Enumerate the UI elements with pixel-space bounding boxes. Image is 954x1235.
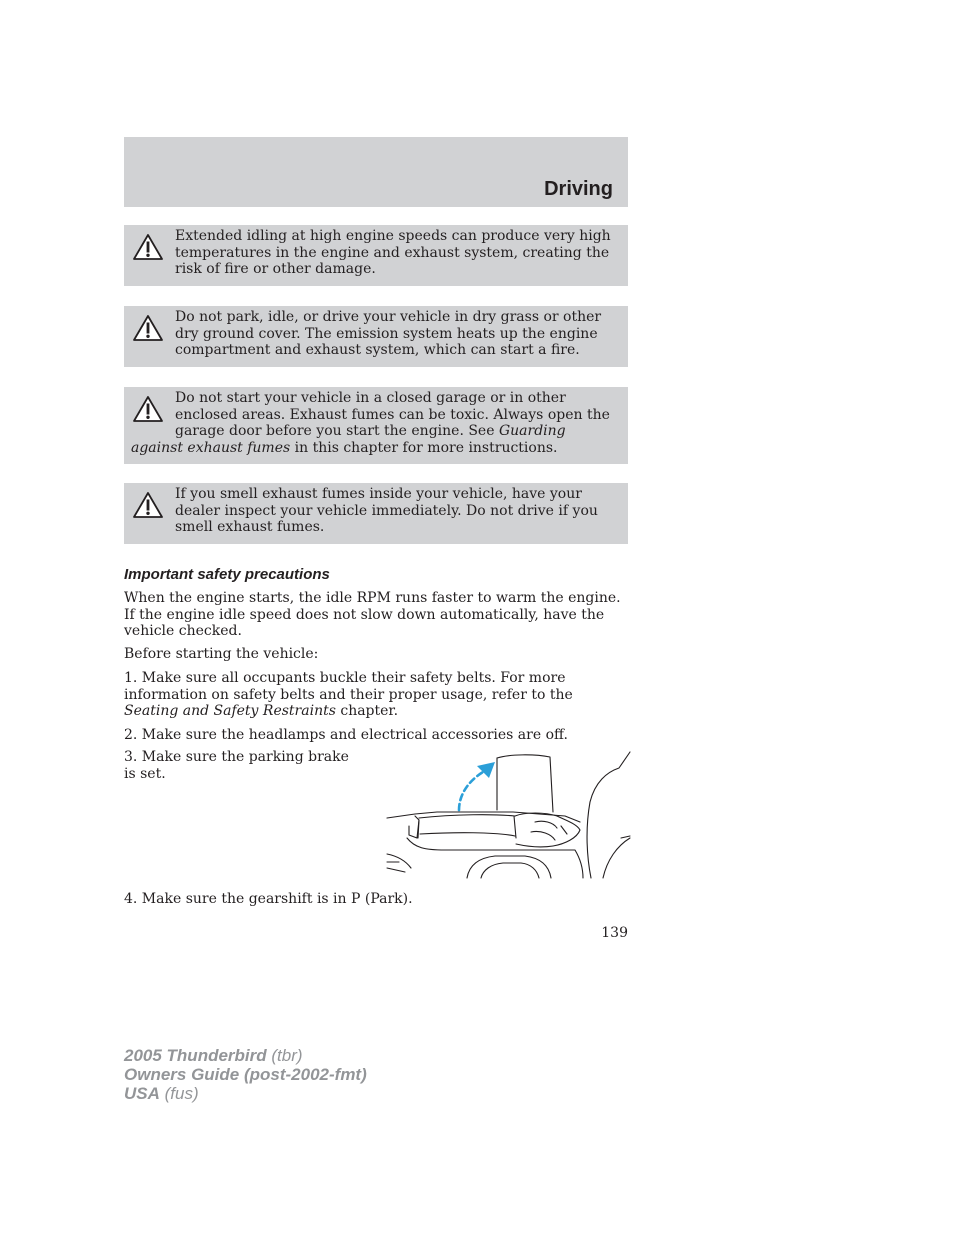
section-heading: Important safety precautions	[124, 566, 330, 583]
step-2: 2. Make sure the headlamps and electrical accessories are off.	[124, 727, 568, 743]
warning-box-idling	[124, 225, 628, 286]
warning-triangle-icon	[132, 491, 164, 519]
warning-text-end: in this chapter for more instructions.	[290, 439, 558, 456]
step-3: 3. Make sure the parking brake is set.	[124, 749, 349, 782]
pull-up-arrow-icon	[453, 758, 503, 814]
page-number: 139	[601, 925, 628, 941]
step-1-text-end: chapter.	[335, 703, 399, 719]
footer-line-3	[124, 1084, 367, 1103]
warning-box-exhaust-smell	[124, 483, 628, 544]
footer-model: 2005 Thunderbird	[124, 1046, 267, 1065]
before-starting-label: Before starting the vehicle:	[124, 646, 319, 662]
step-1-text: 1. Make sure all occupants buckle their safety belts. For more information on safety belts and their proper usage, refer to the	[124, 670, 573, 703]
footer-model-code: (tbr)	[266, 1046, 303, 1065]
document-footer	[124, 1046, 367, 1103]
footer-guide: Owners Guide (post-2002-fmt)	[124, 1065, 367, 1084]
section-header-band	[124, 137, 628, 207]
warning-triangle-icon	[132, 314, 164, 342]
warning-box-dry-grass	[124, 306, 628, 367]
warning-cross-reference: Guarding against exhaust fumes	[131, 423, 566, 456]
warning-triangle-icon	[132, 395, 164, 423]
warning-text: Do not start your vehicle in a closed garage or in other enclosed areas. Exhaust fumes can be toxic. Always open the garage door before you start the engine. See	[175, 390, 610, 439]
warning-triangle-icon	[132, 233, 164, 261]
step-4: 4. Make sure the gearshift is in P (Park).	[124, 891, 413, 907]
warning-text: Do not park, idle, or drive your vehicle in dry grass or other dry ground cover. The emission system heats up the engine compartment and exhaust system, which can start a fire.	[175, 309, 602, 358]
warning-text: If you smell exhaust fumes inside your vehicle, have your dealer inspect your vehicle immediately. Do not drive if you smell exhaust fumes.	[175, 486, 598, 535]
intro-paragraph: When the engine starts, the idle RPM runs faster to warm the engine. If the engine idle speed does not slow down automatically, have the vehicle checked.	[124, 590, 621, 639]
parking-brake-illustration	[385, 750, 631, 880]
warning-text: Extended idling at high engine speeds can produce very high temperatures in the engine and exhaust system, creating the risk of fire or other damage.	[175, 228, 611, 277]
footer-line-1	[124, 1046, 367, 1065]
section-title: Driving	[544, 178, 613, 200]
warning-box-closed-garage	[124, 387, 628, 464]
footer-market: USA	[124, 1084, 160, 1103]
step-1-cross-reference: Seating and Safety Restraints	[124, 703, 336, 719]
footer-market-code: (fus)	[159, 1084, 199, 1103]
footer-line-2	[124, 1065, 367, 1084]
step-1	[124, 670, 628, 720]
